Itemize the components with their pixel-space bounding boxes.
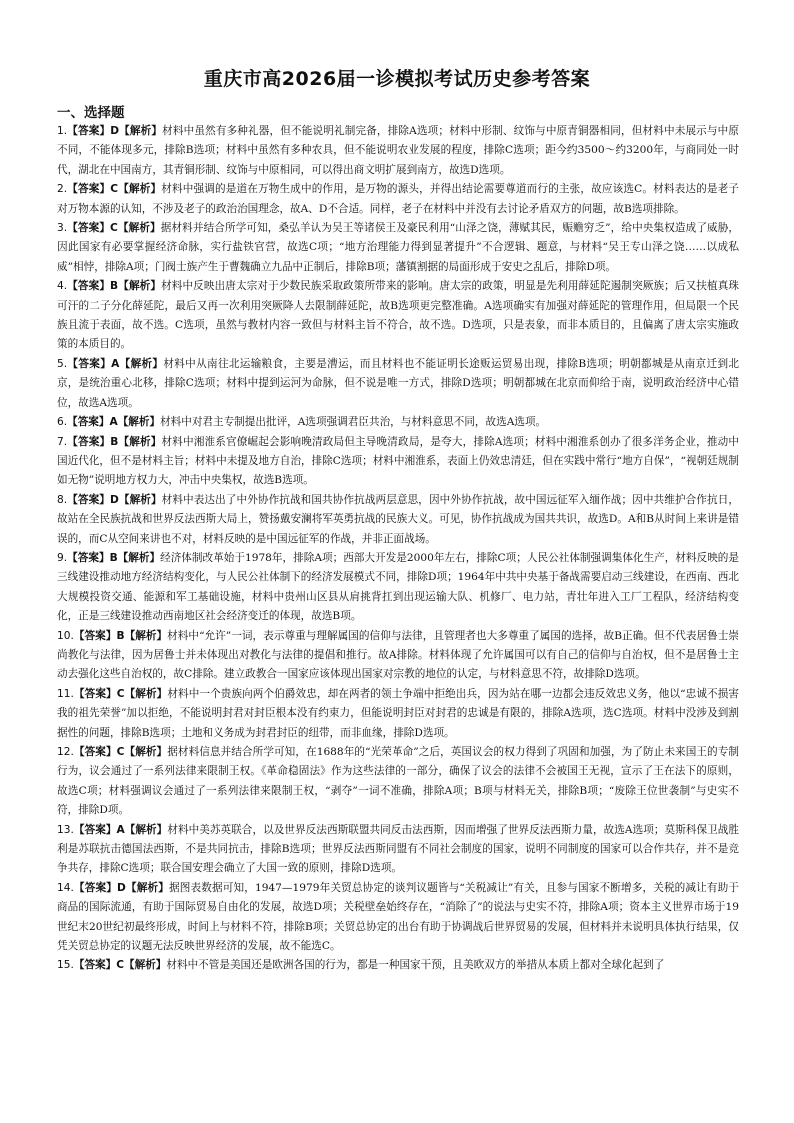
- analysis-text: 材料中美苏英联合，以及世界反法西斯联盟共同反击法西斯，因而增强了世界反法西斯力量，故选A选项；莫斯科保卫战胜利是苏联抗击德国法西斯，不是共同抗击，排除B选项；世界反法西斯同盟有不同社会制度的国家，说明不同制度的国家可以合作共存，并不是竞争共存，排除C选项；联合国安理会确立了大国一致的原则，排除D选项。: [57, 823, 740, 875]
- analysis-text: 材料中虽然有多种礼器，但不能说明礼制完备，排除A选项；材料中形制、纹饰与中原青铜器相同，但材料中未展示与中原不同，不能体现多元，排除B选项；材料中虽然有多种农具，但不能说明农业发展的程度，排除C选项；距今约3500～约3200年，与商同处一时代，湖北在中国南方，其青铜形制、纹饰与中原相同，可以得出商文明扩展到南方，故选D选项。: [57, 125, 739, 176]
- answer-tag: 【答案】: [67, 280, 111, 293]
- analysis-tag: 【解析】: [118, 435, 162, 448]
- answer-tag: 【答案】: [73, 687, 117, 700]
- question-number: 13.: [57, 823, 74, 836]
- answer-item: [57, 821, 739, 879]
- answer-tag: 【答案】: [73, 746, 117, 758]
- answer-tag: 【答案】: [67, 416, 110, 429]
- question-number: 10.: [57, 629, 74, 642]
- answer-item: [57, 180, 739, 219]
- question-number: 1.: [57, 125, 68, 137]
- answer-item: [57, 219, 739, 277]
- question-number: 2.: [57, 183, 68, 196]
- answer-item: [57, 743, 739, 821]
- answer-item: [57, 491, 739, 549]
- answer-tag: 【答案】: [67, 222, 111, 235]
- analysis-tag: 【解析】: [125, 881, 169, 894]
- answer-choice: A: [116, 823, 125, 836]
- analysis-text: 材料中对君主专制提出批评，A选项强调君臣共治，与材料意思不同，故选A选项。: [160, 416, 547, 429]
- answer-choice: B: [110, 280, 119, 293]
- answer-choice: C: [116, 959, 125, 972]
- analysis-tag: 【解析】: [124, 687, 168, 700]
- answer-item: [57, 277, 739, 355]
- answer-item: [57, 685, 739, 743]
- question-number: 5.: [57, 357, 68, 370]
- answer-choice: C: [110, 222, 118, 235]
- answer-tag: 【答案】: [67, 183, 111, 196]
- answer-tag: 【答案】: [67, 551, 110, 564]
- analysis-text: 材料中从南往北运输粮食，主要是漕运，而且材料也不能证明长途贩运贸易出现，排除B选项；明朝都城是从南京迁到北京，是统治重心北移，排除C选项；材料中提到运河为命脉，但不说是唯一方式，排除D选项；明朝都城在北京而仰给于南，说明政治经济中心错位，故选A选项。: [57, 357, 740, 409]
- answer-item: [57, 879, 739, 957]
- analysis-text: 经济体制改革始于1978年，排除A项；西部大开发是2000年左右，排除C项；人民公社体制强调集体化生产，材料反映的是三线建设推动地方经济结构变化，与人民公社体制下的经济发展模式不同，排除D项；1964年中共中央基于备战需要启动三线建设，在西南、西北大规模投资交通、能源和军工基础设施，材料中贵州山区县从肩挑背扛到出现运输大队、机修厂、电力站，青壮年进入工厂工程队，经济结构变化，正是三线建设推动西南地区社会经济变迁的体现，故选B项。: [57, 551, 739, 623]
- analysis-text: 材料中“允许”一词，表示尊重与理解属国的信仰与法律，且管理者也大多尊重了属国的选择，故B正确。但不代表居鲁士崇尚教化与法律，因为居鲁士并未体现出对教化与法律的提倡和推行。故A排除。材料体现了允许属国可以有自己的信仰与自治权，但不是居鲁士主动去强化这些自治权的，故C排除。建立政教合一国家应该体现出国家对宗教的地位的认定，与材料意思不符，故排除D选项。: [57, 629, 740, 681]
- answer-tag: 【答案】: [73, 959, 117, 972]
- answer-item: [57, 627, 739, 685]
- answer-list: [57, 122, 739, 976]
- answer-tag: 【答案】: [67, 125, 111, 137]
- analysis-tag: 【解析】: [119, 357, 164, 370]
- question-number: 14.: [57, 881, 74, 894]
- answer-item: [57, 956, 739, 975]
- analysis-tag: 【解析】: [117, 416, 161, 429]
- answer-tag: 【答案】: [67, 357, 112, 370]
- analysis-text: 据材料信息并结合所学可知，在1688年的“光荣革命”之后，英国议会的权力得到了巩固和加强，为了防止未来国王的专制行为，议会通过了一系列法律来限制王权。《革命稳固法》作为这些法律的一部分，确保了议会的法律不会被国王无视，宣示了王在法下的原则，故选C项；材料强调议会通过了一系列法律来限制王权，“剥夺”一词不准确，排除A项；B项与材料无关，排除B项；“废除王位世袭制”与史实不符，排除D项。: [57, 746, 740, 817]
- answer-choice: B: [116, 629, 125, 642]
- answer-choice: A: [109, 416, 118, 429]
- answer-choice: D: [117, 881, 126, 894]
- question-number: 11.: [57, 687, 74, 700]
- answer-tag: 【答案】: [73, 823, 117, 836]
- analysis-text: 材料中强调的是道在万物生成中的作用，是万物的源头，并得出结论需要尊道而行的主张，故应该选C。材料表达的是老子对万物本源的认知，不涉及老子的政治治国理念，故A、D不合适。同样，老子在材料中并没有去讨论矛盾双方的问题，故B选项排除。: [57, 183, 740, 215]
- analysis-text: 材料中一个贵族向两个伯爵效忠，却在两者的领土争端中拒绝出兵，因为站在哪一边都会违反效忠义务，他以“忠诚不损害我的祖先荣誉”加以拒绝，不能说明封君对封臣根本没有约束力，但能说明封臣对封君的忠诚是有限的，排除A选项，选C选项。材料中没涉及到割据性的问题，排除B选项；土地和义务成为封君封臣的纽带，而非血缘，排除D选项。: [57, 687, 740, 739]
- answer-choice: C: [116, 746, 125, 758]
- analysis-text: 材料中湘淮系官僚崛起会影响晚清政局但主导晚清政局，是夸大，排除A选项；材料中湘淮系创办了很多洋务企业，推动中国近代化，但不是材料主旨；材料中未提及地方自治，排除C选项；材料中湘淮系，表面上仍效忠清廷，但在实践中常行“地方自保”，“视朝廷规制如无物”说明地方权力大，冲击中央集权，故选B选项。: [57, 435, 740, 487]
- answer-item: [57, 122, 739, 180]
- question-number: 7.: [57, 435, 68, 448]
- analysis-text: 材料中表达出了中外协作抗战和国共协作抗战两层意思，因中外协作抗战，故中国远征军入缅作战；因中共维护合作抗日，故站在全民族抗战和世界反法西斯大局上，赞扬戴安澜将军英勇抗战的民族大义。可见，协作抗战成为国共共识，故选D。A和B从时间上来讲是错误的，而C从空间来讲也不对，材料反映的是中国远征军的作战，并非正面战场。: [57, 493, 739, 545]
- answer-choice: D: [110, 125, 120, 137]
- question-number: 9.: [57, 551, 68, 564]
- answer-tag: 【答案】: [73, 629, 117, 642]
- answer-choice: C: [116, 687, 125, 700]
- question-number: 3.: [57, 222, 68, 235]
- question-number: 12.: [57, 746, 74, 758]
- analysis-tag: 【解析】: [118, 183, 162, 196]
- analysis-tag: 【解析】: [117, 222, 161, 235]
- analysis-text: 据图表数据可知，1947—1979年关贸总协定的谈判议题皆与“关税减让”有关，且参与国家不断增多，关税的减让有助于商品的国际流通，有助于国际贸易自由化的发展，故选D项；关税壁垒始终存在，“消除了”的说法与史实不符，排除A项；资本主义世界市场于19世纪末20世纪初最终形成，时间上与材料不符，排除B项；关贸总协定的出台有助于协调战后世界贸易的发展，但材料并未说明具体执行结果，仅凭关贸总协定的议题无法反映世界经济的发展，故不能选C。: [57, 881, 740, 953]
- answer-tag: 【答案】: [67, 493, 110, 506]
- analysis-tag: 【解析】: [124, 823, 168, 836]
- section-heading: 一、选择题: [57, 105, 125, 121]
- answer-item: [57, 433, 739, 491]
- analysis-tag: 【解析】: [119, 125, 163, 137]
- answer-choice: D: [109, 493, 119, 506]
- answer-item: [57, 549, 739, 627]
- question-number: 15.: [57, 959, 74, 972]
- answer-item: [57, 355, 739, 413]
- question-number: 8.: [57, 493, 68, 506]
- answer-choice: C: [110, 183, 119, 196]
- analysis-text: 材料中反映出唐太宗对于少数民族采取政策所带来的影响。唐太宗的政策，明显是先利用薛延陀遏制突厥族；后又扶植真珠可汗的二子分化薛延陀，最后又再一次利用突厥降人去限制薛延陀，故B选项更完整准确。A选项确实有加强对薛延陀的管理作用，但局限一个民族且流于表面，故不选。C选项，虽然与教材内容一致但与材料主旨不符合，故不选。D选项，只是表象，而非本质目的，且偏离了唐太宗实施政策的本质目的。: [57, 280, 740, 351]
- question-number: 4.: [57, 280, 68, 293]
- analysis-text: 据材料并结合所学可知，桑弘羊认为吴王等诸侯王及豪民利用“山泽之饶，薄赋其民，赈赡穷乏”，给中央集权造成了威胁，因此国家有必要掌握经济命脉，实行盐铁官营，故选C项；“地方治理能力得到显著提升”不合逻辑、题意，与材料“吴王专山泽之饶……以成私威”相悖，排除A项；门阀士族产生于曹魏确立九品中正制后，排除B项；藩镇割据的局面形成于安史之乱后，排除D项。: [57, 222, 740, 273]
- analysis-tag: 【解析】: [118, 493, 162, 506]
- analysis-tag: 【解析】: [117, 551, 161, 564]
- analysis-tag: 【解析】: [118, 280, 162, 293]
- question-number: 6.: [57, 416, 68, 429]
- answer-tag: 【答案】: [73, 881, 118, 894]
- answer-item: [57, 413, 739, 432]
- analysis-tag: 【解析】: [124, 959, 167, 972]
- answer-choice: A: [111, 357, 120, 370]
- analysis-tag: 【解析】: [124, 629, 168, 642]
- answer-tag: 【答案】: [67, 435, 111, 448]
- answer-choice: B: [109, 551, 118, 564]
- document-title: 重庆市高2026届一诊模拟考试历史参考答案: [203, 68, 591, 90]
- analysis-text: 材料中不管是美国还是欧洲各国的行为，都是一种国家干预，且美欧双方的举措从本质上都对全球化起到了: [166, 959, 665, 972]
- answer-choice: B: [110, 435, 119, 448]
- analysis-tag: 【解析】: [124, 746, 168, 758]
